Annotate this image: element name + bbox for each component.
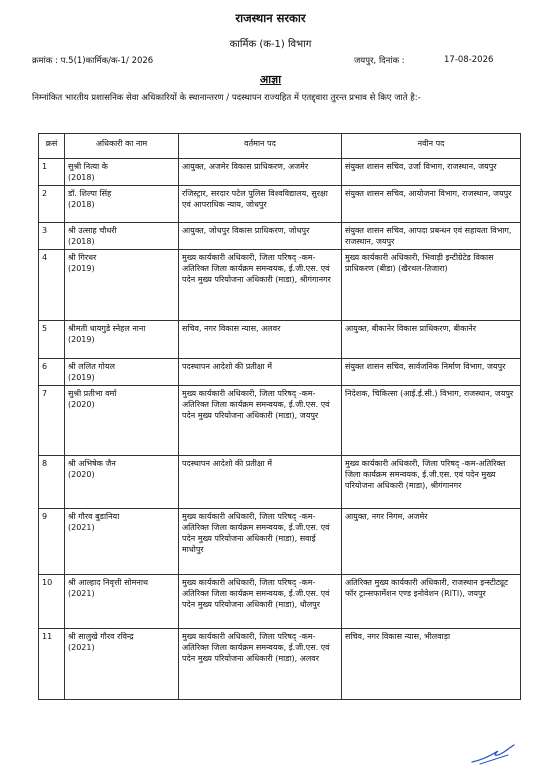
officer-cell xyxy=(65,456,179,509)
serial-cell: 6 xyxy=(39,359,65,386)
new-post-cell: मुख्य कार्यकारी अधिकारी, जिला परिषद् -कम-अतिरिक्त जिला कार्यक्रम समन्वयक, ई.जी.एस. एवं पदेन मुख्य परियोजना अधिकारी (माडा), श्रीगंगानगर xyxy=(342,456,521,509)
table-row xyxy=(39,359,521,386)
serial-cell: 11 xyxy=(39,629,65,700)
current-post-cell: पदस्थापन आदेशो की प्रतीक्षा में xyxy=(179,359,342,386)
serial-cell: 4 xyxy=(39,250,65,321)
current-post-cell: रजिस्ट्रार, सरदार पटेल पुलिस विश्वविद्यालय, सुरक्षा एवं आपराधिक न्याय, जोधपुर xyxy=(179,186,342,223)
officer-cell xyxy=(65,629,179,700)
officer-cell xyxy=(65,386,179,456)
officer-name: डॉ. शिल्पा सिंह xyxy=(68,189,112,198)
batch-year: (2021) xyxy=(68,589,95,598)
officer-cell xyxy=(65,159,179,186)
table-row xyxy=(39,386,521,456)
order-date: 17-08-2026 xyxy=(444,55,494,65)
new-post-cell: अतिरिक्त मुख्य कार्यकारी अधिकारी, राजस्थान इन्स्टीट्यूट फॉर ट्रान्सफार्मेशन एण्ड इनोवेशन (RITI), जयपुर xyxy=(342,575,521,629)
serial-cell: 5 xyxy=(39,321,65,359)
reference-number: प.5(1)कार्मिक/क-1/ 2026 xyxy=(60,56,154,66)
current-post-cell: मुख्य कार्यकारी अधिकारी, जिला परिषद् -कम-अतिरिक्त जिला कार्यक्रम समन्वयक, ई.जी.एस. एवं पदेन मुख्य परियोजना अधिकारी (माडा), सवाई माधोपुर xyxy=(179,509,342,575)
officer-cell xyxy=(65,509,179,575)
new-post-cell: आयुक्त, बीकानेर विकास प्राधिकरण, बीकानेर xyxy=(342,321,521,359)
header-new-post: नवीन पद xyxy=(342,134,521,159)
table-row xyxy=(39,159,521,186)
officer-name: सुश्री नित्या के xyxy=(68,162,108,171)
new-post-cell: आयुक्त, नगर निगम, अजमेर xyxy=(342,509,521,575)
current-post-cell: पदस्थापन आदेशो की प्रतीक्षा में xyxy=(179,456,342,509)
header-serial: क्रसं xyxy=(39,134,65,159)
order-title: आज्ञा xyxy=(259,73,282,86)
reference-label: क्रमांक : xyxy=(32,56,58,66)
officer-name: श्री आल्हाद निवृत्ती सोमनाथ xyxy=(68,578,149,587)
table-row xyxy=(39,250,521,321)
current-post-cell: मुख्य कार्यकारी अधिकारी, जिला परिषद् -कम-अतिरिक्त जिला कार्यक्रम समन्वयक, ई.जी.एस. एवं पदेन मुख्य परियोजना अधिकारी (माडा), श्रीगंगानगर xyxy=(179,250,342,321)
current-post-cell: मुख्य कार्यकारी अधिकारी, जिला परिषद् -कम-अतिरिक्त जिला कार्यक्रम समन्वयक, ई.जी.एस. एवं पदेन मुख्य परियोजना अधिकारी (माडा), धौलपुर xyxy=(179,575,342,629)
serial-cell: 7 xyxy=(39,386,65,456)
new-post-cell: संयुक्त शासन सचिव, आपदा प्रबन्धन एवं सहायता विभाग, राजस्थान, जयपुर xyxy=(342,223,521,250)
table-row xyxy=(39,509,521,575)
officer-cell xyxy=(65,359,179,386)
batch-year: (2019) xyxy=(68,373,95,382)
current-post-cell: मुख्य कार्यकारी अधिकारी, जिला परिषद् -कम-अतिरिक्त जिला कार्यक्रम समन्वयक, ई.जी.एस. एवं पदेन मुख्य परियोजना अधिकारी (माडा), जयपुर xyxy=(179,386,342,456)
place-label: जयपुर, दिनांक : xyxy=(354,56,405,66)
table-row xyxy=(39,456,521,509)
serial-cell: 2 xyxy=(39,186,65,223)
current-post-cell: मुख्य कार्यकारी अधिकारी, जिला परिषद् -कम-अतिरिक्त जिला कार्यक्रम समन्वयक, ई.जी.एस. एवं पदेन मुख्य परियोजना अधिकारी (माडा), अलवर xyxy=(179,629,342,700)
serial-cell: 3 xyxy=(39,223,65,250)
new-post-cell: संयुक्त शासन सचिव, उर्जा विभाग, राजस्थान, जयपुर xyxy=(342,159,521,186)
table-row xyxy=(39,186,521,223)
officer-cell xyxy=(65,186,179,223)
officer-name: श्रीमती धायगुडे स्नेहल नाना xyxy=(68,324,146,333)
batch-year: (2020) xyxy=(68,470,95,479)
batch-year: (2018) xyxy=(68,237,95,246)
new-post-cell: निदेशक, चिकित्सा (आई.ई.सी.) विभाग, राजस्थान, जयपुर xyxy=(342,386,521,456)
officer-name: श्री ललित गोयल xyxy=(68,362,115,371)
officer-cell xyxy=(65,575,179,629)
officer-name: श्री सालुखे गौरव रविन्द्र xyxy=(68,632,134,641)
batch-year: (2020) xyxy=(68,400,95,409)
header-officer-name: अधिकारी का नाम xyxy=(65,134,179,159)
place-date-line xyxy=(354,55,494,66)
intro-paragraph: निम्नांकित भारतीय प्रशासनिक सेवा अधिकारियों के स्थानान्तरण / पदस्थापन राज्यहित में एतद्द्वारा तुरन्त प्रभाव से किए जाते है:- xyxy=(32,93,421,103)
officer-cell xyxy=(65,223,179,250)
batch-year: (2018) xyxy=(68,200,95,209)
officer-name: श्री गिरधर xyxy=(68,253,97,262)
current-post-cell: आयुक्त, जोधपुर विकास प्राधिकरण, जोधपुर xyxy=(179,223,342,250)
serial-cell: 9 xyxy=(39,509,65,575)
officer-name: श्री अभिषेक जैन xyxy=(68,459,116,468)
transfer-table xyxy=(38,133,521,700)
officer-name: सुश्री प्रतीभा वर्मा xyxy=(68,389,117,398)
table-row xyxy=(39,575,521,629)
batch-year: (2021) xyxy=(68,523,95,532)
table-header-row xyxy=(39,134,521,159)
current-post-cell: सचिव, नगर विकास न्यास, अलवर xyxy=(179,321,342,359)
officer-name: श्री गौरव बुडानिया xyxy=(68,512,120,521)
new-post-cell: मुख्य कार्यकारी अधिकारी, भिवाड़ी इन्टीग्रेटेड विकास प्राधिकरण (बीडा) (खैरथल-तिजारा) xyxy=(342,250,521,321)
current-post-cell: आयुक्त, अजमेर विकास प्राधिकरण, अजमेर xyxy=(179,159,342,186)
government-heading: राजस्थान सरकार xyxy=(235,11,306,25)
serial-cell: 10 xyxy=(39,575,65,629)
serial-cell: 1 xyxy=(39,159,65,186)
officer-cell xyxy=(65,250,179,321)
signature-mark xyxy=(470,742,516,766)
officer-cell xyxy=(65,321,179,359)
new-post-cell: संयुक्त शासन सचिव, आयोजना विभाग, राजस्थान, जयपुर xyxy=(342,186,521,223)
batch-year: (2021) xyxy=(68,643,95,652)
reference-line xyxy=(32,55,153,66)
officer-name: श्री उत्साह चौधरी xyxy=(68,226,117,235)
table-row xyxy=(39,321,521,359)
batch-year: (2019) xyxy=(68,335,95,344)
new-post-cell: सचिव, नगर विकास न्यास, भीलवाड़ा xyxy=(342,629,521,700)
department-heading: कार्मिक (क-1) विभाग xyxy=(229,39,312,50)
new-post-cell: संयुक्त शासन सचिव, सार्वजनिक निर्माण विभाग, जयपुर xyxy=(342,359,521,386)
table-row xyxy=(39,629,521,700)
serial-cell: 8 xyxy=(39,456,65,509)
table-row xyxy=(39,223,521,250)
batch-year: (2018) xyxy=(68,173,95,182)
header-current-post: वर्तमान पद xyxy=(179,134,342,159)
batch-year: (2019) xyxy=(68,264,95,273)
